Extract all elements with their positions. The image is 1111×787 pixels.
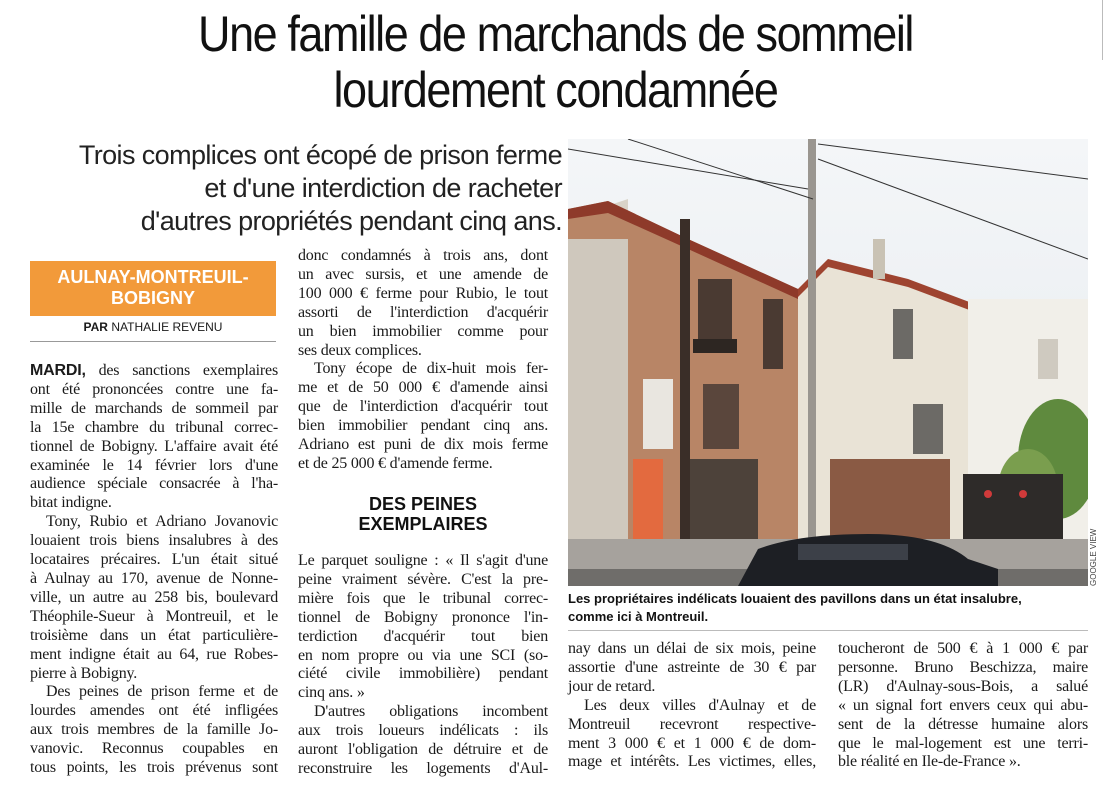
text-line: aux trois loueurs indélicats : ils	[298, 722, 548, 740]
text-line: Le parquet souligne : « Il s'agit d'une	[298, 552, 548, 569]
standfirst-line-1: Trois complices ont écopé de prison ferme	[78, 140, 562, 170]
text-line: toucheront de 500 € à 1 000 € par	[838, 640, 1088, 657]
standfirst	[0, 139, 562, 238]
text-line: tionnel de Bobigny. L'affaire avait été	[30, 437, 278, 455]
text-line: un avec sursis, et une amende de	[298, 265, 548, 283]
text-line: que le mal-logement est une terri-	[838, 734, 1088, 752]
divider	[568, 630, 1088, 631]
text-line: tous points, les trois prévenus sont	[30, 759, 278, 777]
text-line: 100 000 € ferme pour Rubio, le tout	[298, 284, 548, 302]
text-line: que de l'interdiction d'acquérir tout	[298, 398, 548, 416]
text-line: sent de la détresse humaine alors	[838, 715, 1088, 733]
subheading	[298, 494, 548, 534]
text-line: mage et intérêts. Les victimes, elles,	[568, 753, 816, 771]
article-column-3	[568, 640, 816, 772]
photo-caption	[568, 590, 1088, 626]
text-line: Les deux villes d'Aulnay et de	[584, 696, 816, 714]
standfirst-line-3: d'autres propriétés pendant cinq ans.	[140, 206, 562, 236]
text-line: tionnel de Bobigny prononce l'in-	[298, 608, 548, 626]
kicker-line-2: BOBIGNY	[110, 288, 195, 308]
headline-line-2: lourdement condamnée	[333, 62, 778, 118]
kicker-line-1: AULNAY-MONTREUIL-	[57, 267, 249, 287]
text-line: Des peines de prison ferme et de	[46, 683, 278, 701]
text-line: ble réalité en Ile-de-France ».	[838, 753, 1021, 771]
text-line: aux trois membres de la famille Jo-	[30, 721, 278, 739]
text-line: Tony écope de dix-huit mois fer-	[314, 360, 548, 378]
text-line: louaient trois biens insalubres à des	[30, 532, 278, 550]
standfirst-line-2: et d'une interdiction de racheter	[204, 173, 562, 203]
text-line: un bien immobilier comme pour	[298, 322, 548, 340]
text-line: Tony, Rubio et Adriano Jovanovic	[46, 513, 278, 531]
text-line: bitat indigne.	[30, 494, 112, 512]
text-line: Théophile-Sueur à Montreuil, et le	[30, 607, 278, 625]
caption-line-2: comme ici à Montreuil.	[568, 609, 709, 624]
article-column-2-lower	[298, 552, 548, 779]
divider	[30, 341, 276, 342]
text-line: assortie d'une astreinte de 30 € par	[568, 658, 816, 676]
text-line: et de 25 000 € d'amende ferme.	[298, 454, 493, 472]
byline-par: PAR	[83, 320, 108, 334]
text-line: à Aulnay au 170, avenue de Nonne-	[30, 569, 278, 587]
article-column-4	[838, 640, 1088, 772]
text-line: locataires précaires. L'un était situé	[30, 551, 278, 569]
text-line: Adriano est puni de dix mois ferme	[298, 436, 548, 454]
text-line: examinée le 14 février lors d'une	[30, 456, 278, 474]
text-line: donc condamnés à trois ans, dont	[298, 247, 548, 264]
text-line: MARDI, des sanctions exemplaires	[30, 362, 278, 379]
headline-line-1: Une famille de marchands de sommeil	[198, 6, 913, 62]
text-line: ment 3 000 € et 1 000 € de dom-	[568, 734, 816, 752]
text-line: personne. Bruno Beschizza, maire	[838, 658, 1088, 676]
text-line: troisième dans un état particulière-	[30, 626, 278, 644]
text-line: cinq ans. »	[298, 684, 365, 702]
text-line: assorti de l'interdiction d'acquérir	[298, 303, 548, 321]
text-line: mille de marchands de sommeil par	[30, 399, 278, 417]
byline	[30, 320, 276, 334]
street-photo	[568, 139, 1088, 586]
text-line: (LR) d'Aulnay-sous-Bois, a salué	[838, 677, 1088, 695]
text-line: auront l'obligation de détruire et de	[298, 741, 548, 759]
text-line: en nom propre ou via une SCI (so-	[298, 646, 548, 664]
subheading-line-2: EXEMPLAIRES	[358, 514, 488, 534]
article-column-2	[298, 247, 548, 474]
text-line: lourdes amendes ont été infligées	[30, 702, 278, 720]
text-line: nay dans un délai de six mois, peine	[568, 640, 816, 657]
headline	[56, 6, 1056, 118]
byline-author: NATHALIE REVENU	[111, 320, 223, 334]
photo-credit: GOOGLE VIEW	[1089, 528, 1098, 586]
text-line: ses deux complices.	[298, 341, 422, 359]
text-line: bien immobilier pendant cinq ans.	[298, 417, 548, 435]
text-line: ont été prononcées contre une fa-	[30, 380, 278, 398]
text-line: « un signal fort envers ceux qui abu-	[838, 696, 1088, 714]
caption-line-1: Les propriétaires indélicats louaient des pavillons dans un état insalubre,	[568, 591, 1022, 606]
text-line: me et de 50 000 € d'amende ainsi	[298, 379, 548, 397]
text-line: D'autres obligations incombent	[314, 703, 548, 721]
location-kicker	[30, 261, 276, 316]
article-column-1	[30, 362, 278, 778]
text-line: terdiction d'acquérir tout bien	[298, 627, 548, 645]
scrollbar[interactable]	[1102, 0, 1111, 60]
text-line: audience spéciale consacrée à l'ha-	[30, 475, 278, 493]
text-line: pierre à Bobigny.	[30, 664, 138, 682]
text-line: ciété civile immobilière) pendant	[298, 665, 548, 683]
text-line: vanovic. Reconnus coupables en	[30, 740, 278, 758]
text-line: la 15e chambre du tribunal correc-	[30, 418, 278, 436]
text-line: jour de retard.	[568, 677, 656, 695]
subheading-line-1: DES PEINES	[368, 494, 478, 514]
text-line: peine vraiment sévère. C'est la pre-	[298, 570, 548, 588]
lead-word: MARDI,	[30, 362, 86, 379]
text-line: Montreuil recevront respective-	[568, 715, 816, 733]
text-line: ville, un autre au 258 bis, boulevard	[30, 588, 278, 606]
text-line: ment indigne était au 64, rue Robes-	[30, 645, 278, 663]
text-line: reconstruire les logements d'Aul-	[298, 759, 548, 777]
text-line: mière fois que le tribunal correc-	[298, 589, 548, 607]
